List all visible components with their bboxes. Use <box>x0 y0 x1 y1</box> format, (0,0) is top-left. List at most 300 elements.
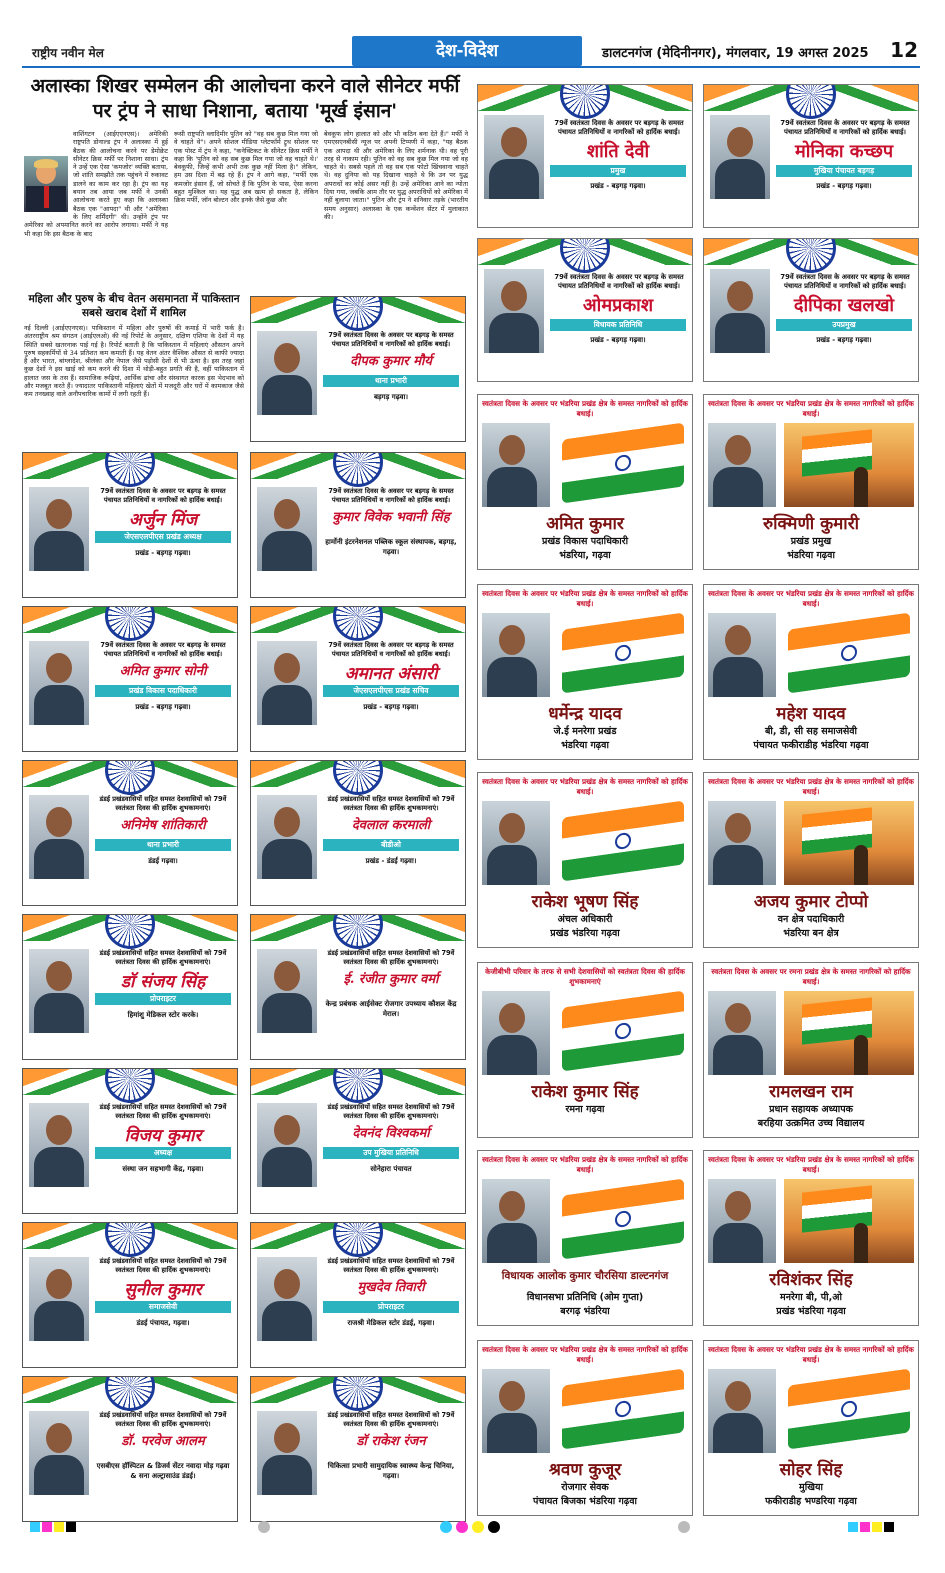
tricolor-wing-left <box>478 85 564 111</box>
photo-body <box>34 685 84 725</box>
tricolor-top <box>251 1377 465 1407</box>
ad-name: अमित कुमार <box>546 514 624 534</box>
ad-location: बरहिया उत्क्रमित उच्च विद्यालय <box>757 1118 865 1129</box>
silhouette-figure <box>854 1035 868 1075</box>
photo-body <box>262 375 312 415</box>
ad-name: रविशंकर सिंह <box>769 1270 853 1290</box>
tricolor-wing-right <box>379 1377 465 1403</box>
photo-head <box>727 281 753 311</box>
tricolor-flag-icon <box>562 990 684 1071</box>
person-photo <box>29 1103 89 1187</box>
ad-greeting: 79वें स्वतंत्रता दिवस के अवसर पर बड़गड़ के समस्त पंचायत प्रतिनिधियों व नागरिकों को हार्दिक बधाई। <box>554 273 684 290</box>
news1-col1: वाशिंगटन (आईएएनएस)। अमेरिकी राष्ट्रपति डोनाल्ड ट्रंप ने अलास्का में हुई बैठक की आलोचना करने पर डेमोक्रेट सीनेटर क्रिस मर्फी पर निशाना साधा। ट्रंप ने उन्हें एक ऐसा 'कमजोर' व्यक्ति बताया, जो शांति समझौते तक पहुंचने में रुकावट डालने का काम कर रहा है। ट्रंप का यह बयान तब आया जब मर्फी ने उनकी आलोचना करते हुए कहा कि अलास्का बैठक एक "आपदा" थी और "अमेरिका के लिए शर्मिंदगी" थी। उन्होंने ट्रंप पर अमेरिका को अपमानित करने का आरोप लगाया। मर्फी ने यह भी कहा कि इस बैठक के बाद <box>24 130 168 238</box>
photo-head <box>725 1191 751 1221</box>
person-photo <box>257 795 317 879</box>
tricolor-wing-right <box>151 1377 237 1403</box>
person-photo <box>29 795 89 879</box>
ad-name: देवनंद विश्वकर्मा <box>352 1126 430 1141</box>
ad-greeting: डंडई प्रखंडवासियों सहित समस्त देशवासियों को 79वें स्वतंत्रता दिवस की हार्दिक शुभकामनाएं। <box>327 1411 455 1428</box>
ad-location: बरगढ़ भंडरिया <box>560 1306 610 1317</box>
photo-body <box>34 1455 84 1495</box>
ashoka-chakra-icon <box>105 1376 155 1411</box>
tricolor-flag-icon <box>562 422 684 503</box>
photo-body <box>713 467 763 507</box>
top-ad <box>477 84 693 228</box>
ashoka-chakra-icon <box>560 84 610 119</box>
tricolor-wing-right <box>151 1069 237 1095</box>
ad-designation: अंचल अधिकारी <box>557 914 613 925</box>
ad-designation: रमना गढ़वा <box>565 1104 605 1115</box>
ad-location: प्रखंड भंडरिया गढ़वा <box>776 1306 846 1317</box>
register-dot <box>678 1521 690 1533</box>
news2-headline: महिला और पुरुष के बीच वेतन असमानता में पाकिस्तान सबसे खराब देशों में शामिल <box>28 293 240 319</box>
tricolor-wing-left <box>251 1223 337 1249</box>
ad-greeting: 79वें स्वतंत्रता दिवस के अवसर पर बड़गड़ के समस्त पंचायत प्रतिनिधियों व नागरिकों को हार्दिक बधाई। <box>328 331 454 348</box>
ad-greeting: 79वें स्वतंत्रता दिवस के अवसर पर बड़गड़ के समस्त पंचायत प्रतिनिधियों व नागरिकों को हार्दिक बधाई। <box>328 641 454 658</box>
tricolor-wing-left <box>251 1377 337 1403</box>
ashoka-chakra-icon <box>105 914 155 949</box>
ashoka-chakra-icon <box>105 760 155 795</box>
ad-role: विधायक प्रतिनिधि <box>550 319 686 331</box>
masthead-logo: राष्ट्रीय नवीन मेल <box>32 46 104 60</box>
ad-designation: विधानसभा प्रतिनिधि (ओम गुप्ता) <box>526 1292 644 1303</box>
sunset-flag-image <box>784 801 914 885</box>
tricolor-wing-right <box>832 239 918 265</box>
photo-body <box>262 1301 312 1341</box>
photo-body <box>713 1413 763 1453</box>
cyan-dot <box>440 1521 452 1533</box>
person-photo <box>482 423 550 507</box>
tricolor-wing-left <box>251 607 337 633</box>
yellow-swatch <box>872 1522 882 1532</box>
ad-greeting: डंडई प्रखंडवासियों सहित समस्त देशवासियों को 79वें स्वतंत्रता दिवस की हार्दिक शुभकामनाएं। <box>327 1257 455 1274</box>
photo-body <box>715 313 765 353</box>
photo-head <box>499 625 525 655</box>
main-headline: अलास्का शिखर सम्मेलन की आलोचना करने वाले सीनेटर मर्फी पर ट्रंप ने साधा निशाना, बताया 'मूर्ख इंसान' <box>30 75 460 122</box>
ad-role: उप मुखिया प्रतिनिधि <box>323 1147 459 1159</box>
tricolor-top <box>23 607 237 637</box>
sunset-flag-image <box>784 1179 914 1263</box>
photo-head <box>46 499 72 529</box>
ad-title: केजीबीभी परिवार के तरफ से सभी देशवासियों को स्वतंत्रता दिवस की हार्दिक शुभकामनाएं <box>485 967 685 986</box>
ad-title: स्वतंत्रता दिवस के अवसर पर भंडरिया प्रखंड क्षेत्र के समस्त नागरिकों को हार्दिक बधाई। <box>482 589 688 608</box>
tricolor-wing-left <box>251 1069 337 1095</box>
top-ad <box>477 238 693 382</box>
ad-place: संस्था जन सहभागी केंद्र, गढ़वा। <box>122 1165 204 1173</box>
photo-body <box>34 1147 84 1187</box>
photo-head <box>725 1003 751 1033</box>
tricolor-wing-right <box>151 607 237 633</box>
photo-body <box>487 657 537 697</box>
magenta-swatch <box>42 1522 52 1532</box>
ad-name: राकेश भूषण सिंह <box>531 892 639 912</box>
photo-body <box>34 993 84 1033</box>
silhouette-figure <box>854 1223 868 1263</box>
page-number: 12 <box>890 38 918 62</box>
tricolor-flag-icon <box>562 1368 684 1449</box>
ad-place: सोनेहारा पंचायत <box>370 1165 412 1173</box>
ad-place: प्रखंड - बड़गड़ गढ़वा। <box>590 336 646 344</box>
right-ad <box>477 962 693 1138</box>
ad-location: भंडरिया, गढ़वा <box>559 550 611 561</box>
photo-head <box>725 625 751 655</box>
ashoka-chakra-icon <box>615 1400 631 1418</box>
photo-head <box>725 1381 751 1411</box>
ad-place: हार्मोनी इंटरनेशनल पब्लिक स्कूल संस्थापक, बड़गड़, गढ़वा। <box>325 538 457 556</box>
ashoka-chakra-icon <box>615 454 631 472</box>
ad-role: प्रखंड विकास पदाधिकारी <box>95 685 231 697</box>
ashoka-chakra-icon <box>105 1068 155 1103</box>
ad-name: मोनिका कच्छप <box>794 141 894 162</box>
tricolor-top <box>251 1069 465 1099</box>
tricolor-flag-icon <box>562 612 684 693</box>
tricolor-wing-right <box>151 1223 237 1249</box>
ad-name: दीपिका खलखो <box>793 295 895 316</box>
right-ad <box>477 1340 693 1516</box>
ad-location: फकीराडीह भण्डरिया गढ़वा <box>765 1496 857 1507</box>
ad-name: देवलाल करमाली <box>351 818 431 833</box>
tricolor-wing-right <box>151 915 237 941</box>
tricolor-wing-left <box>23 1377 109 1403</box>
photo-head <box>727 127 753 157</box>
photo-head <box>46 1269 72 1299</box>
ad-greeting: डंडई प्रखंडवासियों सहित समस्त देशवासियों को 79वें स्वतंत्रता दिवस की हार्दिक शुभकामनाएं। <box>99 1103 227 1120</box>
tricolor-wing-left <box>251 453 337 479</box>
tricolor-wing-right <box>379 297 465 323</box>
ad-greeting: 79वें स्वतंत्रता दिवस के अवसर पर बड़गड़ के समस्त पंचायत प्रतिनिधियों व नागरिकों को हार्दिक बधाई। <box>780 273 910 290</box>
yellow-dot <box>472 1521 484 1533</box>
photo-body <box>713 1223 763 1263</box>
photo-body <box>713 845 763 885</box>
person-photo <box>708 423 776 507</box>
magenta-swatch <box>860 1522 870 1532</box>
photo-body <box>262 993 312 1033</box>
ad-location: भंडरिया गढ़वा <box>787 550 835 561</box>
tricolor-wing-left <box>23 1069 109 1095</box>
person-photo <box>484 115 544 199</box>
ad-designation: प्रखंड विकास पदाधिकारी <box>541 536 629 547</box>
person-photo <box>257 641 317 725</box>
ad-greeting: 79वें स्वतंत्रता दिवस के अवसर पर बड़गड़ के समस्त पंचायत प्रतिनिधियों व नागरिकों को हार्दिक बधाई। <box>328 487 454 504</box>
photo-head <box>274 807 300 837</box>
left-ad <box>250 760 466 906</box>
ashoka-chakra-icon <box>560 238 610 273</box>
ashoka-chakra-icon <box>615 832 631 850</box>
tricolor-wing-right <box>606 85 692 111</box>
ad-greeting: डंडई प्रखंडवासियों सहित समस्त देशवासियों को 79वें स्वतंत्रता दिवस की हार्दिक शुभकामनाएं। <box>327 949 455 966</box>
right-ad <box>477 772 693 948</box>
person-photo <box>482 801 550 885</box>
ad-role: उपप्रमुख <box>776 319 912 331</box>
news1-col2: रूसी राष्ट्रपति व्लादिमीर पुतिन को "वह सब कुछ मिल गया जो वे चाहते थे"। अपने सोशल मीडिया प्लेटफॉर्म ट्रुथ सोशल पर एक पोस्ट में ट्रंप ने कहा, "कनेक्टिकट के सीनेटर क्रिस मर्फी ने कहा कि 'पुतिन को वह सब कुछ मिल गया जो वह चाहते थे।' बेवकूफी, जिन्हें कभी अभी तक कुछ नहीं मिला है।" लेकिन, हम उस दिशा में बढ़ रहे हैं। ट्रंप ने आगे कहा, "मर्फी एक कमजोर इंसान हैं, जो सोचते हैं कि पुतिन के पास, ऐसा करना बहुत मुश्किल था। यह युद्ध अब खत्म हो सकता है, लेकिन क्रिस मर्फी, जॉन बोल्टन और इनके जैसे कुछ और <box>174 130 318 205</box>
tricolor-top <box>251 915 465 945</box>
ad-name: सोहर सिंह <box>779 1460 843 1480</box>
tricolor-top <box>251 453 465 483</box>
page-header <box>22 36 920 68</box>
ashoka-chakra-icon <box>615 1022 631 1040</box>
ad-place: प्रखंड - बड़गड़ गढ़वा। <box>590 182 646 190</box>
person-photo <box>257 487 317 571</box>
ad-name: ई. रंजीत कुमार वर्मा <box>343 972 439 987</box>
print-color-strip <box>22 1520 920 1534</box>
tricolor-top <box>251 607 465 637</box>
ad-role: थाना प्रभारी <box>323 375 459 387</box>
ad-designation: वन क्षेत्र पदाधिकारी <box>777 914 845 925</box>
ad-name: महेश यादव <box>776 704 846 724</box>
photo-head <box>46 1423 72 1453</box>
ad-greeting: डंडई प्रखंडवासियों सहित समस्त देशवासियों को 79वें स्वतंत्रता दिवस की हार्दिक शुभकामनाएं। <box>99 795 227 812</box>
cyan-swatch <box>848 1522 858 1532</box>
person-photo <box>708 991 776 1075</box>
person-photo <box>708 801 776 885</box>
left-ad <box>250 1376 466 1522</box>
ad-role: जेएसएलपीएस प्रखंड सचिव <box>323 685 459 697</box>
ad-name: दीपक कुमार मौर्य <box>350 354 432 369</box>
tricolor-top <box>23 1223 237 1253</box>
photo-body <box>487 845 537 885</box>
ad-greeting: 79वें स्वतंत्रता दिवस के अवसर पर बड़गड़ के समस्त पंचायत प्रतिनिधियों व नागरिकों को हार्दिक बधाई। <box>100 487 226 504</box>
photo-head <box>274 1269 300 1299</box>
tricolor-wing-left <box>23 607 109 633</box>
tricolor-wing-left <box>251 297 337 323</box>
photo-head <box>274 499 300 529</box>
tricolor-top <box>251 297 465 327</box>
ad-designation: प्रधान सहायक अध्यापक <box>769 1104 853 1115</box>
ad-name: सुनील कुमार <box>124 1280 202 1300</box>
ad-location: प्रखंड भंडरिया गढ़वा <box>550 928 620 939</box>
left-ad <box>22 452 238 598</box>
photo-body <box>262 1147 312 1187</box>
tricolor-wing-left <box>23 453 109 479</box>
news1-col3: बेवकूफ लोग हालात को और भी कठिन बना देते हैं।" मर्फी ने एमएसएनबीसी न्यूज पर अपनी टिप्पणी में कहा, "यह बैठक एक आपदा थी और अमेरिका के लिए शर्मनाक थी। वह पूरी तरह से नाकाम रही। पुतिन को वह सब कुछ मिल गया जो वह चाहते थे। सबसे पहले तो वह सब एक फोटो खिंचवाना चाहते थे। वह दुनिया को यह दिखाना चाहते थे कि उन पर युद्ध अपराधों का कोई असर नहीं है। उन्हें अमेरिका आने का न्योता दिया गया, जबकि आम तौर पर युद्ध अपराधियों को अमेरिका में नहीं बुलाया जाता।" पुतिन और ट्रंप ने शनिवार तड़के (भारतीय समय अनुसार) अलास्का के एक कन्वेंशन सेंटर में मुलाकात की। <box>324 130 468 221</box>
ad-place: केन्द्र प्रबंधक आईसेक्ट रोजगार उपध्याय कौशल केंद्र मेराल। <box>325 1000 457 1018</box>
dateline: डालटनगंज (मेदिनीनगर), मंगलवार, 19 अगस्त 2025 <box>602 46 869 61</box>
tricolor-top <box>23 453 237 483</box>
ad-designation: रोजगार सेवक <box>561 1482 609 1493</box>
photo-body <box>487 1413 537 1453</box>
photo-body <box>487 467 537 507</box>
ad-designation: प्रखंड प्रमुख <box>790 536 832 547</box>
right-ad <box>703 1150 919 1326</box>
ad-place: प्रखंड - बड़गड़ गढ़वा। <box>363 703 419 711</box>
ad-name: ओमप्रकाश <box>582 295 654 316</box>
tricolor-flag-icon <box>562 1178 684 1259</box>
tricolor-wing-right <box>379 761 465 787</box>
ashoka-chakra-icon <box>333 914 383 949</box>
photo-body <box>34 1301 84 1341</box>
right-ad <box>477 394 693 570</box>
person-photo <box>710 269 770 353</box>
tricolor-top <box>23 1069 237 1099</box>
person-photo <box>710 115 770 199</box>
ad-name: धर्मेन्द्र यादव <box>548 704 622 724</box>
right-ad <box>703 962 919 1138</box>
right-ad <box>703 1340 919 1516</box>
photo-head <box>46 653 72 683</box>
ad-greeting: डंडई प्रखंडवासियों सहित समस्त देशवासियों को 79वें स्वतंत्रता दिवस की हार्दिक शुभकामनाएं। <box>99 1257 227 1274</box>
tricolor-wing-right <box>379 607 465 633</box>
left-ad <box>250 296 466 442</box>
left-ad <box>22 1222 238 1368</box>
tricolor-wing-left <box>704 85 790 111</box>
ad-place: एसबीएस हॉस्पिटल & डिजर्व सेंटर नवादा मोड़ गढ़वा & सना अल्ट्रासाउंड डंडई। <box>96 1462 230 1480</box>
tricolor-top <box>23 1377 237 1407</box>
ad-location: पंचायत बिजका भंडरिया गढ़वा <box>533 1496 637 1507</box>
right-ad <box>477 584 693 760</box>
ad-name: रामलखन राम <box>769 1082 853 1102</box>
ad-role: प्रमुख <box>550 165 686 177</box>
tricolor-wing-left <box>251 761 337 787</box>
left-ad <box>250 452 466 598</box>
tricolor-wing-right <box>379 1069 465 1095</box>
ad-designation: बी, डी, सी सह समाजसेवी <box>764 726 857 737</box>
right-ad <box>703 584 919 760</box>
photo-head <box>499 1003 525 1033</box>
ashoka-chakra-icon <box>786 84 836 119</box>
news2-body: नई दिल्ली (आईएएनएस)। पाकिस्तान में महिला और पुरुषों की कमाई में भारी फर्क है। अंतरराष्ट्रीय श्रम संगठन (आईएलओ) की नई रिपोर्ट के अनुसार, दक्षिण एशिया के देशों में यह स्थिति सबसे खतरनाक पाई गई है। रिपोर्ट बताती है कि पाकिस्तान में महिलाएं औसतन अपने पुरुष सहकर्मियों से 34 प्रतिशत कम कमाती हैं। यह वेतन अंतर वैश्विक औसत से काफी ज्यादा है और भारत, बांग्लादेश, श्रीलंका और नेपाल जैसे पड़ोसी देशों से भी ऊंचा है। इस तरह जहां कुछ देशों ने इस खाई को कम करने की दिशा में थोड़ी-बहुत प्रगति की है, वहीं पाकिस्तान में हालात जस के तस हैं। सामाजिक रूढ़ियां, आर्थिक ढांचा और संस्थागत कारक इस भेदभाव को और मजबूत करते हैं। ज्यादातर पाकिस्तानी महिलाएं खेतों में मजदूरी और घरों में कामकाज जैसे कम तनख्वाह वाले अनौपचारिक कामों में लगी रहती हैं। <box>24 324 244 399</box>
person-photo <box>257 1411 317 1495</box>
tricolor-top <box>23 761 237 791</box>
tricolor-wing-right <box>832 85 918 111</box>
yellow-swatch <box>54 1522 64 1532</box>
tricolor-wing-left <box>23 761 109 787</box>
top-ad <box>703 84 919 228</box>
ad-name: मुखदेव तिवारी <box>357 1280 425 1295</box>
tricolor-flag-icon <box>788 1368 910 1449</box>
ad-place: प्रखंड - बड़गड़ गढ़वा। <box>816 182 872 190</box>
photo-head <box>501 281 527 311</box>
tricolor-flag-icon <box>562 800 684 881</box>
black-swatch <box>884 1522 894 1532</box>
ashoka-chakra-icon <box>615 1210 631 1228</box>
photo-body <box>262 685 312 725</box>
ad-location: पंचायत फकीराडीह भंडरिया गढ़वा <box>753 740 869 751</box>
ad-title: स्वतंत्रता दिवस के अवसर पर भंडरिया प्रखंड क्षेत्र के समस्त नागरिकों को हार्दिक बधाई। <box>482 1345 688 1364</box>
person-photo <box>482 613 550 697</box>
ashoka-chakra-icon <box>333 452 383 487</box>
ad-name: श्रवण कुजूर <box>548 1460 622 1480</box>
tricolor-flag-icon <box>788 612 910 693</box>
top-ad <box>703 238 919 382</box>
photo-head <box>274 653 300 683</box>
person-photo <box>484 269 544 353</box>
ad-name: डॉ. परवेज आलम <box>121 1434 205 1449</box>
ashoka-chakra-icon <box>333 760 383 795</box>
photo-body <box>487 1035 537 1075</box>
person-photo <box>708 613 776 697</box>
ashoka-chakra-icon <box>841 644 857 662</box>
right-ad <box>703 394 919 570</box>
left-ad <box>22 1068 238 1214</box>
cyan-swatch <box>30 1522 40 1532</box>
ad-name: डॉ राकेश रंजन <box>356 1434 426 1449</box>
ad-designation: मुखिया <box>799 1482 823 1493</box>
tricolor-wing-right <box>151 453 237 479</box>
ad-name: अमित कुमार सोनी <box>119 664 207 679</box>
photo-head <box>501 127 527 157</box>
ad-name: अमानत अंसारी <box>344 664 438 684</box>
photo-body <box>487 1223 537 1263</box>
ad-role: जेएसएलपीएस प्रखंड अध्यक्ष <box>95 531 231 543</box>
ad-designation: मनरेगा बी, पी,ओ <box>780 1292 842 1303</box>
ad-title: स्वतंत्रता दिवस के अवसर पर भंडरिया प्रखंड क्षेत्र के समस्त नागरिकों को हार्दिक बधाई। <box>482 399 688 418</box>
photo-head <box>725 435 751 465</box>
tricolor-wing-left <box>478 239 564 265</box>
silhouette-figure <box>854 467 868 507</box>
person-photo <box>257 949 317 1033</box>
photo-body <box>713 657 763 697</box>
tricolor-wing-right <box>379 453 465 479</box>
ad-place: डंडई गढ़वा। <box>148 857 178 865</box>
ad-name: रुक्मिणी कुमारी <box>762 514 860 534</box>
photo-body <box>34 531 84 571</box>
right-ad <box>703 772 919 948</box>
person-photo <box>708 1369 776 1453</box>
left-ad <box>250 606 466 752</box>
person-photo <box>257 331 317 415</box>
photo-head <box>499 1381 525 1411</box>
ad-greeting: 79वें स्वतंत्रता दिवस के अवसर पर बड़गड़ के समस्त पंचायत प्रतिनिधियों व नागरिकों को हार्दिक बधाई। <box>100 641 226 658</box>
tricolor-wing-right <box>151 761 237 787</box>
photo-body <box>715 159 765 199</box>
ad-place: प्रखंड - बड़गड़ गढ़वा। <box>135 549 191 557</box>
ad-name: राकेश कुमार सिंह <box>531 1082 639 1102</box>
ad-title: स्वतंत्रता दिवस के अवसर पर भंडरिया प्रखंड क्षेत्र के समस्त नागरिकों को हार्दिक बधाई। <box>482 1155 688 1174</box>
ashoka-chakra-icon <box>333 1068 383 1103</box>
silhouette-figure <box>854 845 868 885</box>
tricolor-wing-left <box>23 1223 109 1249</box>
left-ad <box>22 760 238 906</box>
ashoka-chakra-icon <box>105 606 155 641</box>
ashoka-chakra-icon <box>105 1222 155 1257</box>
ashoka-chakra-icon <box>333 1222 383 1257</box>
ad-greeting: 79वें स्वतंत्रता दिवस के अवसर पर बड़गड़ के समस्त पंचायत प्रतिनिधियों व नागरिकों को हार्दिक बधाई। <box>554 119 684 136</box>
ad-name: डॉ संजय सिंह <box>120 972 206 992</box>
ad-place: प्रखंड - बड़गड़ गढ़वा। <box>816 336 872 344</box>
ad-name: अनिमेष शांतिकारी <box>120 818 206 833</box>
sunset-flag-image <box>784 991 914 1075</box>
ad-title: स्वतंत्रता दिवस के अवसर पर भंडरिया प्रखंड क्षेत्र के समस्त नागरिकों को हार्दिक बधाई। <box>708 589 914 608</box>
photo-head <box>274 1423 300 1453</box>
tricolor-top <box>251 1223 465 1253</box>
ashoka-chakra-icon <box>615 644 631 662</box>
register-dot <box>258 1521 270 1533</box>
left-ad <box>22 914 238 1060</box>
ad-greeting: डंडई प्रखंडवासियों सहित समस्त देशवासियों को 79वें स्वतंत्रता दिवस की हार्दिक शुभकामनाएं। <box>99 1411 227 1428</box>
ad-role: बीडीओ <box>323 839 459 851</box>
ad-role: थाना प्रभारी <box>95 839 231 851</box>
ad-name: विधायक आलोक कुमार चौरसिया डाल्टनगंज <box>501 1270 669 1282</box>
photo-body <box>489 159 539 199</box>
ad-role: समाजसेवी <box>95 1301 231 1313</box>
ad-title: स्वतंत्रता दिवस के अवसर पर रमना प्रखंड क्षेत्र के समस्त नागरिकों को हार्दिक बधाई। <box>711 967 911 986</box>
photo-body <box>489 313 539 353</box>
tricolor-wing-right <box>379 915 465 941</box>
ad-name: शांति देवी <box>586 141 650 162</box>
ashoka-chakra-icon <box>105 452 155 487</box>
person-photo <box>29 949 89 1033</box>
ad-role: मुखिया पंचायत बड़गड़ <box>776 165 912 177</box>
ashoka-chakra-icon <box>333 606 383 641</box>
person-photo <box>482 1369 550 1453</box>
person-photo <box>29 487 89 571</box>
photo-head <box>274 961 300 991</box>
ad-name: कुमार विवेक भवानी सिंह <box>332 510 450 525</box>
ashoka-chakra-icon <box>333 1376 383 1411</box>
magenta-dot <box>456 1521 468 1533</box>
ashoka-chakra-icon <box>333 296 383 331</box>
ad-place: प्रखंड - बड़गड़ गढ़वा। <box>135 703 191 711</box>
